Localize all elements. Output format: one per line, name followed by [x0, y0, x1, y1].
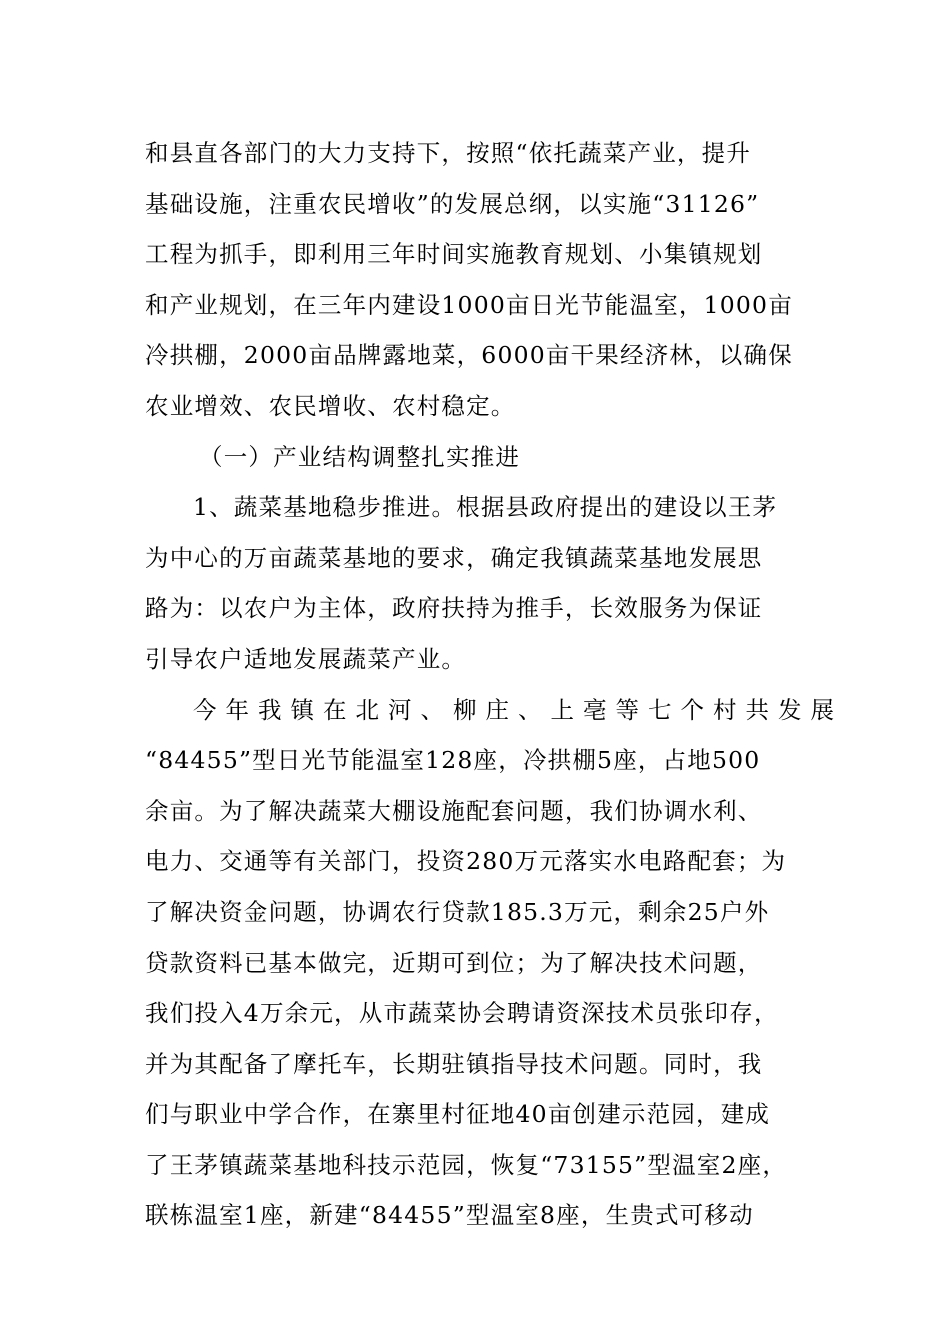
body-line: 为中心的万亩蔬菜基地的要求，确定我镇蔬菜基地发展思 [145, 543, 763, 572]
body-line: 们与职业中学合作，在寨里村征地40亩创建示范园，建成 [145, 1100, 771, 1129]
body-line: 余亩。为了解决蔬菜大棚设施配套问题，我们协调水利、 [145, 796, 763, 825]
body-line: 路为：以农户为主体，政府扶持为推手，长效服务为保证 [145, 594, 763, 623]
body-line: 引导农户适地发展蔬菜产业。 [145, 644, 467, 673]
body-line: 今年我镇在北河、柳庄、上亳等七个村共发展 [193, 695, 843, 724]
body-line: 基础设施，注重农民增收”的发展总纲，以实施“31126” [145, 189, 760, 218]
body-line: 并为其配备了摩托车，长期驻镇指导技术问题。同时，我 [145, 1049, 763, 1078]
body-line: 了解决资金问题，协调农行贷款185.3万元，剩余25户外 [145, 897, 770, 926]
document-body [145, 128, 843, 1241]
body-line: 1、蔬菜基地稳步推进。根据县政府提出的建设以王茅 [193, 493, 778, 522]
body-line: 了王茅镇蔬菜基地科技示范园，恢复“73155”型温室2座， [145, 1150, 788, 1179]
body-line: 我们投入4万余元，从市蔬菜协会聘请资深技术员张印存， [145, 999, 779, 1028]
body-line: 和县直各部门的大力支持下，按照“依托蔬菜产业，提升 [145, 139, 752, 167]
body-line: 冷拱棚，2000亩品牌露地菜，6000亩干果经济林，以确保 [145, 341, 793, 370]
body-line: 联栋温室1座，新建“84455”型温室8座，生贵式可移动 [145, 1201, 754, 1230]
section-heading: （一）产业结构调整扎实推进 [199, 442, 521, 471]
body-line: “84455”型日光节能温室128座，冷拱棚5座，占地500 [145, 746, 761, 775]
body-line: 贷款资料已基本做完，近期可到位；为了解决技术问题， [145, 948, 763, 977]
body-line: 工程为抓手，即利用三年时间实施教育规划、小集镇规划 [145, 240, 763, 269]
body-line: 电力、交通等有关部门，投资280万元落实水电路配套；为 [145, 847, 787, 876]
body-line: 和产业规划，在三年内建设1000亩日光节能温室，1000亩 [145, 290, 793, 319]
body-line: 农业增效、农民增收、农村稳定。 [145, 391, 516, 420]
